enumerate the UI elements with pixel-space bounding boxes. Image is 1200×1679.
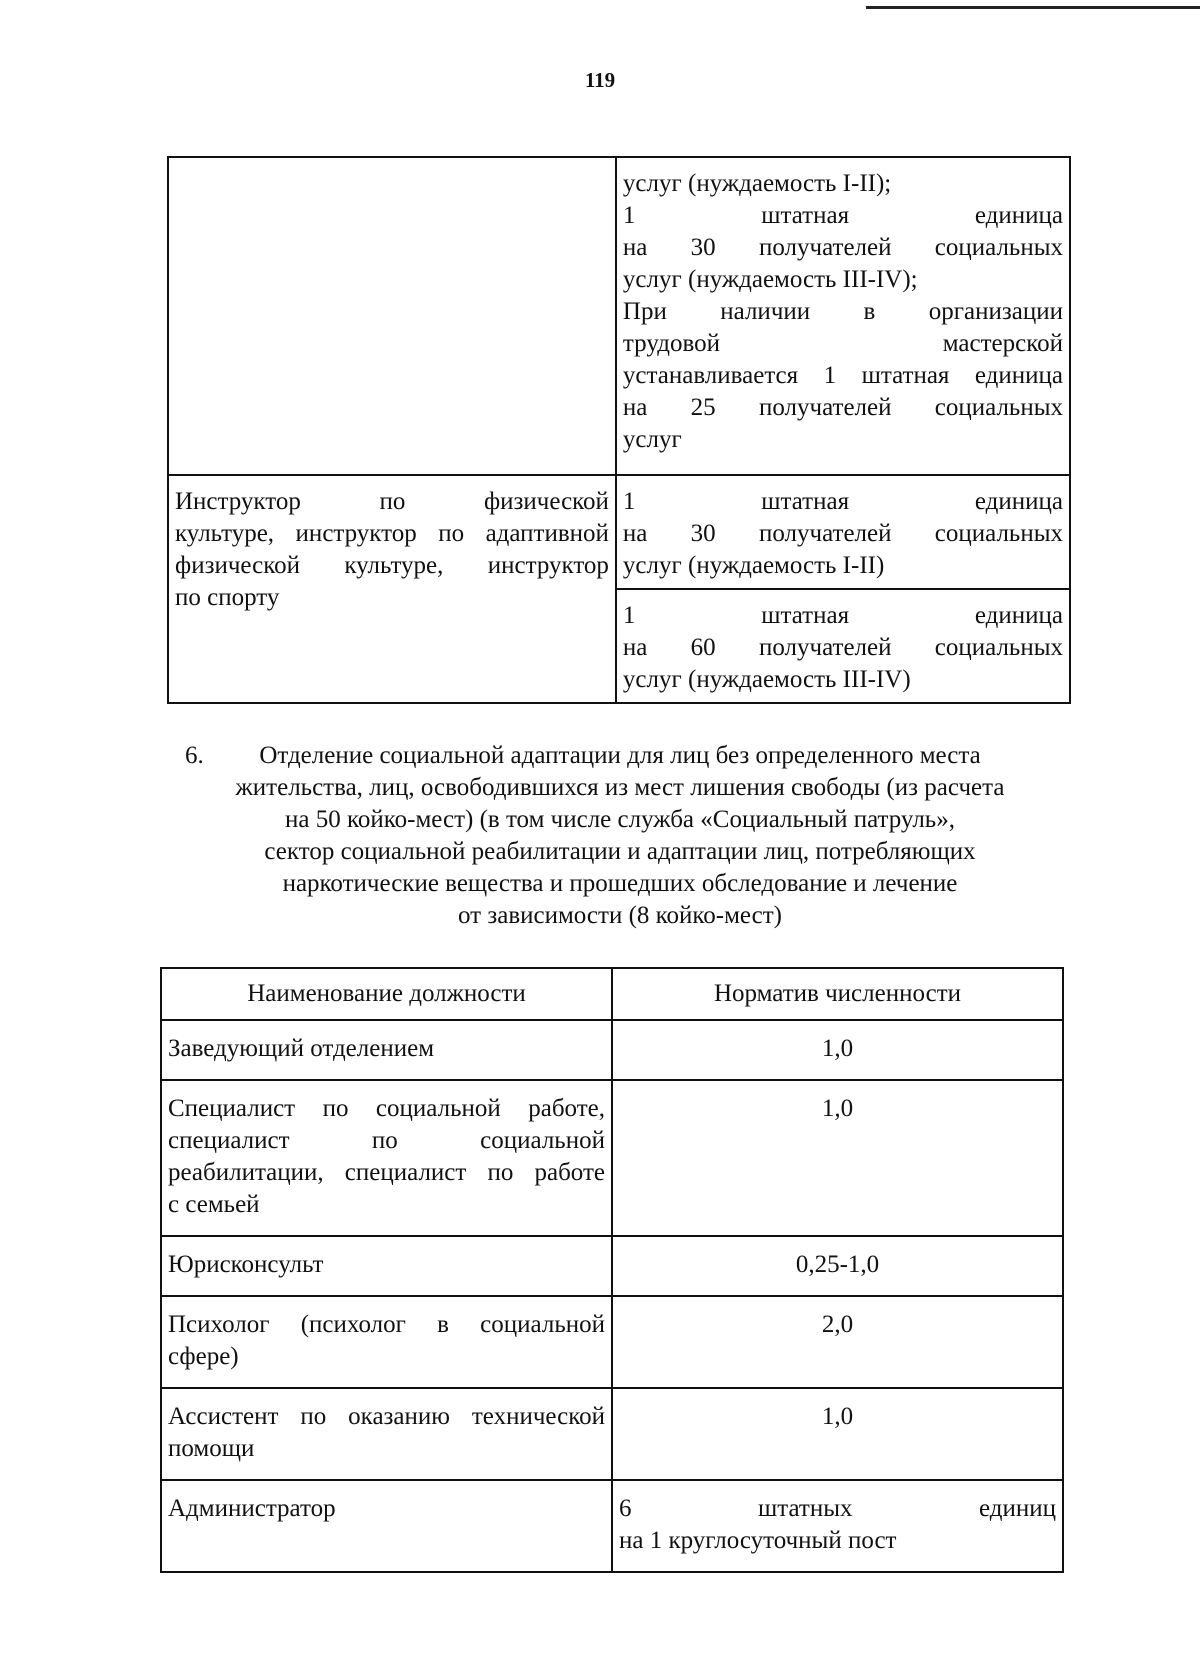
cell-line: физической культуре, инструктор [175,552,609,579]
table-row [161,1236,1063,1296]
title-line: от зависимости (8 койко-мест) [458,902,782,929]
cell-line: 1 штатная единица [622,488,1063,515]
cell-line: на 1 круглосуточный пост [618,1527,897,1554]
cell-line: помощи [168,1435,255,1462]
cell-line: Инструктор по физической [175,488,609,515]
title-line: Отделение социальной адаптации для лиц без определенного места [259,742,981,769]
section-title [170,740,1070,932]
header-position: Наименование должности [161,968,612,1020]
table-cell-position [161,1236,612,1296]
table-row [161,1296,1063,1388]
table-cell-norm [612,1388,1063,1480]
header-norm: Норматив численности [612,968,1063,1020]
table-cell-position [161,1480,612,1572]
cell-line: 6 штатных единиц [618,1495,1056,1522]
cell-line: услуг (нуждаемость I-II) [622,552,885,579]
cell-line: 1,0 [821,1403,854,1430]
page-number: 119 [584,68,616,92]
cell-line: специалист по социальной [168,1127,605,1154]
table-row [168,157,1070,475]
cell-line: устанавливается 1 штатная единица [622,362,1063,389]
cell-line: по спорту [175,584,280,611]
table-row [161,1388,1063,1480]
cell-line: услуг (нуждаемость III-IV); [622,266,918,293]
cell-line: Психолог (психолог в социальной [168,1311,605,1338]
table-cell-norm [616,475,1070,589]
table-row [161,1080,1063,1236]
cell-line: Ассистент по оказанию технической [168,1403,605,1430]
cell-line: реабилитации, специалист по работе [168,1159,605,1186]
table-cell-position [161,1296,612,1388]
cell-line: 0,25-1,0 [795,1251,880,1278]
cell-line: культуре, инструктор по адаптивной [175,520,609,547]
cell-line: услуг (нуждаемость I-II); [622,170,892,197]
cell-line: на 30 получателей социальных [622,234,1063,261]
cell-line: на 25 получателей социальных [622,394,1063,421]
staffing-table [160,967,1064,1573]
table-cell-norm [612,1080,1063,1236]
cell-line: При наличии в организации [622,298,1063,325]
cell-line: Заведующий отделением [168,1035,435,1062]
cell-line: на 60 получателей социальных [622,634,1063,661]
cell-line: 1 штатная единица [622,202,1063,229]
section-number: 6. [185,742,204,769]
cell-line: услуг (нуждаемость III-IV) [622,666,911,693]
staffing-table-continued [167,156,1071,704]
table-cell-position [168,157,616,475]
table-cell-norm [616,157,1070,475]
table-cell-norm [612,1020,1063,1080]
title-line: сектор социальной реабилитации и адаптации лиц, потребляющих [264,838,976,865]
cell-line: Администратор [168,1495,336,1522]
title-line: на 50 койко-мест) (в том числе служба «Социальный патруль», [285,806,955,833]
cell-line: 2,0 [821,1311,854,1338]
table-row [161,1480,1063,1572]
table-cell-norm [612,1480,1063,1572]
cell-line: 1,0 [821,1035,854,1062]
cell-line: Специалист по социальной работе, [168,1095,605,1122]
table-cell-norm [616,589,1070,703]
table-cell-position [161,1388,612,1480]
cell-line: трудовой мастерской [622,330,1063,357]
table-cell-position [168,475,616,703]
table-cell-position [161,1080,612,1236]
cell-line: сфере) [168,1343,239,1370]
cell-line: 1,0 [821,1095,854,1122]
cell-line: Юрисконсульт [168,1251,324,1278]
cell-line: с семьей [168,1191,260,1218]
title-line: наркотические вещества и прошедших обследование и лечение [282,870,958,897]
table-row [161,1020,1063,1080]
cell-line: 1 штатная единица [622,602,1063,629]
table-cell-norm [612,1296,1063,1388]
table-header-row [161,968,1063,1020]
cell-line: услуг [622,426,682,453]
table-row [168,475,1070,589]
cell-line: на 30 получателей социальных [622,520,1063,547]
title-line: жительства, лиц, освободившихся из мест лишения свободы (из расчета [235,774,1005,801]
table-cell-position [161,1020,612,1080]
table-cell-norm [612,1236,1063,1296]
top-rule [866,6,1200,9]
